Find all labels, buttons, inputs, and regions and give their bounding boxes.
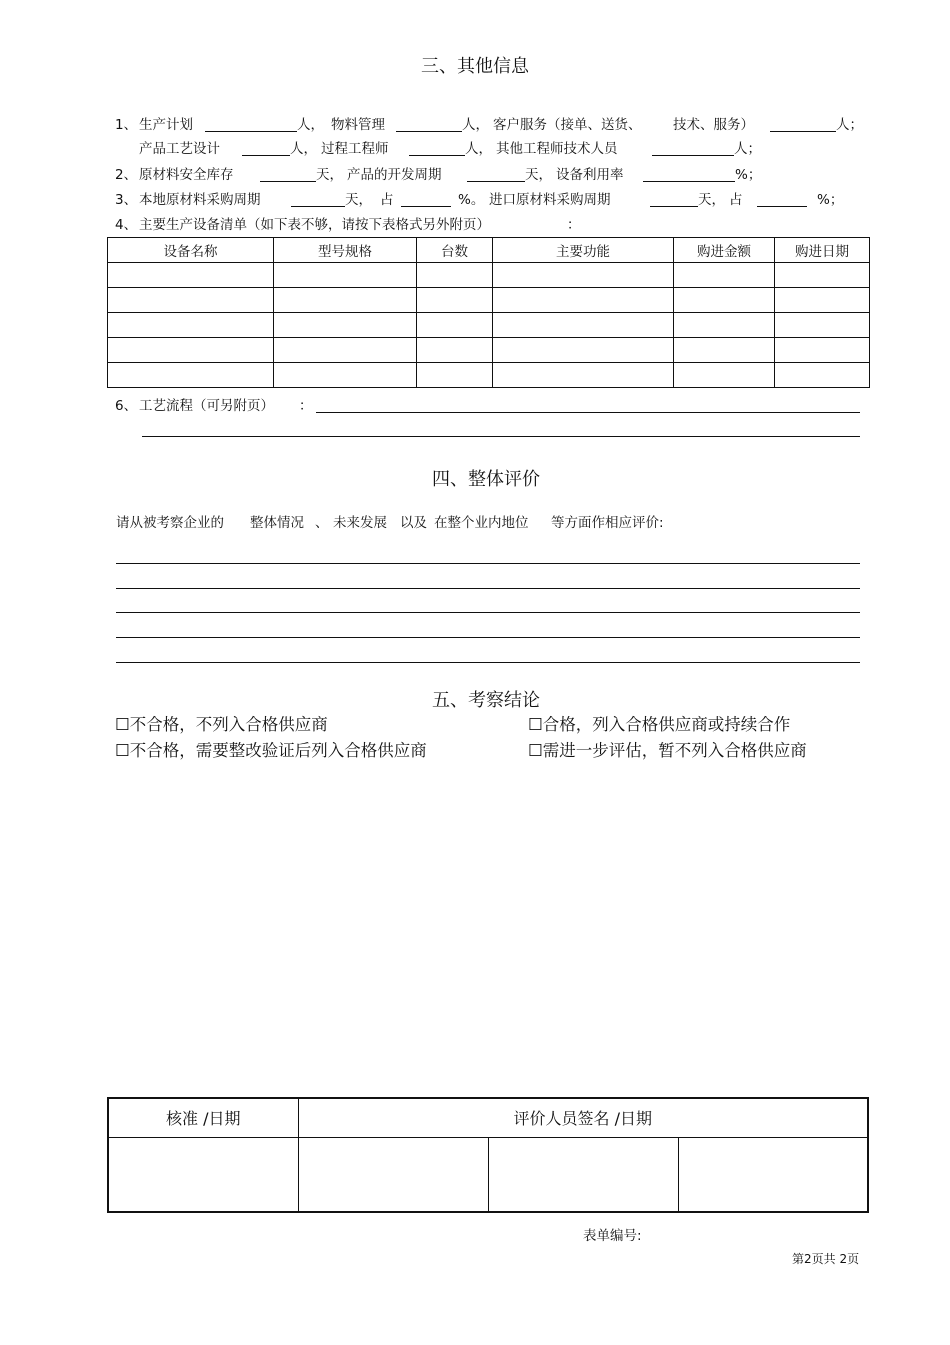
item-number: 4、 — [115, 217, 138, 233]
material-mgmt-label: 物料管理 — [331, 117, 385, 133]
col-quantity: 台数 — [417, 238, 493, 263]
signoff-row — [108, 1137, 868, 1212]
col-main-function: 主要功能 — [493, 238, 674, 263]
checkbox-icon[interactable]: ☐ — [115, 741, 130, 760]
equipment-table — [107, 237, 870, 388]
checkbox-icon[interactable]: ☐ — [528, 715, 543, 734]
instruction-text: 请从被考察企业的 — [116, 515, 224, 531]
instruction-text: 、 — [315, 515, 329, 531]
signoff-table — [107, 1097, 869, 1213]
import-cycle-field[interactable] — [650, 206, 698, 207]
table-cell[interactable] — [493, 363, 674, 388]
approve-signature-cell[interactable] — [108, 1137, 298, 1212]
table-row — [108, 363, 870, 388]
item-number: 3、 — [115, 192, 138, 208]
utilization-field[interactable] — [643, 181, 735, 182]
unit-label: 人； — [734, 141, 761, 157]
option-label: 合格，列入合格供应商或持续合作 — [542, 715, 791, 734]
form-number-label: 表单编号: — [583, 1228, 642, 1244]
table-cell[interactable] — [274, 263, 417, 288]
option-label: 不合格，不列入合格供应商 — [129, 715, 328, 734]
table-cell[interactable] — [775, 288, 870, 313]
dev-cycle-field[interactable] — [467, 181, 525, 182]
option-unqualified-rectify[interactable] — [115, 737, 427, 761]
col-purchase-date: 购进日期 — [775, 238, 870, 263]
instruction-text: 未来发展 — [333, 515, 387, 531]
customer-service-field[interactable] — [770, 131, 836, 132]
table-cell[interactable] — [417, 338, 493, 363]
col-purchase-amount: 购进金额 — [674, 238, 775, 263]
table-cell[interactable] — [108, 263, 274, 288]
section-title-overall-evaluation: 四、整体评价 — [432, 469, 540, 490]
table-cell[interactable] — [274, 363, 417, 388]
percent-label: %； — [817, 192, 844, 208]
table-cell[interactable] — [674, 313, 775, 338]
evaluator-signature-cell[interactable] — [678, 1137, 868, 1212]
table-cell[interactable] — [108, 338, 274, 363]
option-further-evaluation[interactable] — [528, 737, 807, 761]
table-cell[interactable] — [674, 288, 775, 313]
utilization-label: 设备利用率 — [556, 167, 624, 183]
instruction-text: 等方面作相应评价: — [551, 515, 664, 531]
dev-cycle-label: 产品的开发周期 — [347, 167, 442, 183]
table-cell[interactable] — [274, 288, 417, 313]
instruction-text: 整体情况 — [250, 515, 304, 531]
evaluation-writing-line[interactable] — [116, 563, 860, 564]
evaluator-signature-cell[interactable] — [298, 1137, 488, 1212]
production-plan-field[interactable] — [205, 131, 297, 132]
checkbox-icon[interactable]: ☐ — [528, 741, 543, 760]
other-engineers-field[interactable] — [652, 155, 734, 156]
evaluator-signature-header: 评价人员签名 /日期 — [298, 1098, 868, 1137]
option-unqualified-not-listed[interactable] — [115, 711, 328, 735]
table-row — [108, 338, 870, 363]
process-flow-field[interactable] — [316, 412, 860, 413]
col-model-spec: 型号规格 — [274, 238, 417, 263]
unit-label: 天， — [525, 167, 552, 183]
option-qualified-listed[interactable] — [528, 711, 790, 735]
table-cell[interactable] — [674, 338, 775, 363]
process-flow-field-line2[interactable] — [142, 436, 860, 437]
section-title-conclusion: 五、考察结论 — [432, 690, 540, 711]
table-row — [108, 263, 870, 288]
table-cell[interactable] — [493, 288, 674, 313]
approve-date-header: 核准 /日期 — [108, 1098, 298, 1137]
table-cell[interactable] — [108, 288, 274, 313]
other-engineers-label: 其他工程师技术人员 — [496, 141, 618, 157]
unit-label: 人， — [297, 117, 324, 133]
table-cell[interactable] — [274, 338, 417, 363]
import-cycle-label: 进口原材料采购周期 — [489, 192, 611, 208]
unit-label: 天， — [698, 192, 725, 208]
evaluator-signature-cell[interactable] — [488, 1137, 678, 1212]
unit-label: 人， — [290, 141, 317, 157]
unit-label: %； — [735, 167, 762, 183]
colon: ： — [299, 398, 313, 414]
table-cell[interactable] — [417, 288, 493, 313]
col-equipment-name: 设备名称 — [108, 238, 274, 263]
table-cell[interactable] — [274, 313, 417, 338]
option-label: 需进一步评估，暂不列入合格供应商 — [542, 741, 807, 760]
process-flow-label: 工艺流程（可另附页） — [139, 398, 274, 414]
table-cell[interactable] — [674, 363, 775, 388]
evaluation-writing-line[interactable] — [116, 662, 860, 663]
colon: ： — [567, 217, 581, 233]
equipment-list-label: 主要生产设备清单（如下表不够，请按下表格式另外附页） — [139, 217, 490, 233]
page-indicator: 第2页共 2页 — [792, 1252, 860, 1266]
table-cell[interactable] — [108, 363, 274, 388]
process-engineer-label: 过程工程师 — [321, 141, 389, 157]
evaluation-writing-line[interactable] — [116, 637, 860, 638]
evaluation-writing-line[interactable] — [116, 588, 860, 589]
material-mgmt-field[interactable] — [396, 131, 462, 132]
signoff-header-row — [108, 1098, 868, 1137]
production-plan-label: 生产计划 — [139, 117, 193, 133]
checkbox-icon[interactable]: ☐ — [115, 715, 130, 734]
table-cell[interactable] — [775, 338, 870, 363]
unit-label: 人； — [836, 117, 863, 133]
table-cell[interactable] — [674, 263, 775, 288]
safety-stock-label: 原材料安全库存 — [139, 167, 234, 183]
item-number: 1、 — [115, 117, 138, 133]
safety-stock-field[interactable] — [260, 181, 316, 182]
table-header-row — [108, 238, 870, 263]
table-cell[interactable] — [108, 313, 274, 338]
table-cell[interactable] — [493, 338, 674, 363]
table-row — [108, 313, 870, 338]
import-share-field[interactable] — [757, 206, 807, 207]
table-row — [108, 288, 870, 313]
local-cycle-label: 本地原材料采购周期 — [139, 192, 261, 208]
unit-label: 天， — [316, 167, 343, 183]
item-number: 2、 — [115, 167, 138, 183]
process-design-label: 产品工艺设计 — [139, 141, 220, 157]
percent-label: %。 — [458, 192, 485, 208]
table-cell[interactable] — [775, 363, 870, 388]
process-engineer-field[interactable] — [409, 155, 465, 156]
table-cell[interactable] — [775, 263, 870, 288]
option-label: 不合格，需要整改验证后列入合格供应商 — [129, 741, 427, 760]
evaluation-writing-line[interactable] — [116, 612, 860, 613]
local-cycle-field[interactable] — [291, 206, 345, 207]
share-label: 占 — [729, 192, 743, 208]
instruction-text: 以及 — [400, 515, 427, 531]
local-share-field[interactable] — [401, 206, 451, 207]
customer-service-label: 客户服务（接单、送货、 — [493, 117, 642, 133]
table-cell[interactable] — [417, 363, 493, 388]
table-cell[interactable] — [417, 313, 493, 338]
share-label: 占 — [380, 192, 394, 208]
unit-label: 天， — [345, 192, 372, 208]
process-design-field[interactable] — [242, 155, 290, 156]
unit-label: 人， — [465, 141, 492, 157]
section-title-other-info: 三、其他信息 — [421, 56, 529, 77]
unit-label: 人， — [462, 117, 489, 133]
instruction-text: 在整个业内地位 — [434, 515, 529, 531]
table-cell[interactable] — [775, 313, 870, 338]
table-cell[interactable] — [493, 263, 674, 288]
table-cell[interactable] — [417, 263, 493, 288]
tech-service-label: 技术、服务） — [673, 117, 754, 133]
item-number: 6、 — [115, 398, 138, 414]
table-cell[interactable] — [493, 313, 674, 338]
